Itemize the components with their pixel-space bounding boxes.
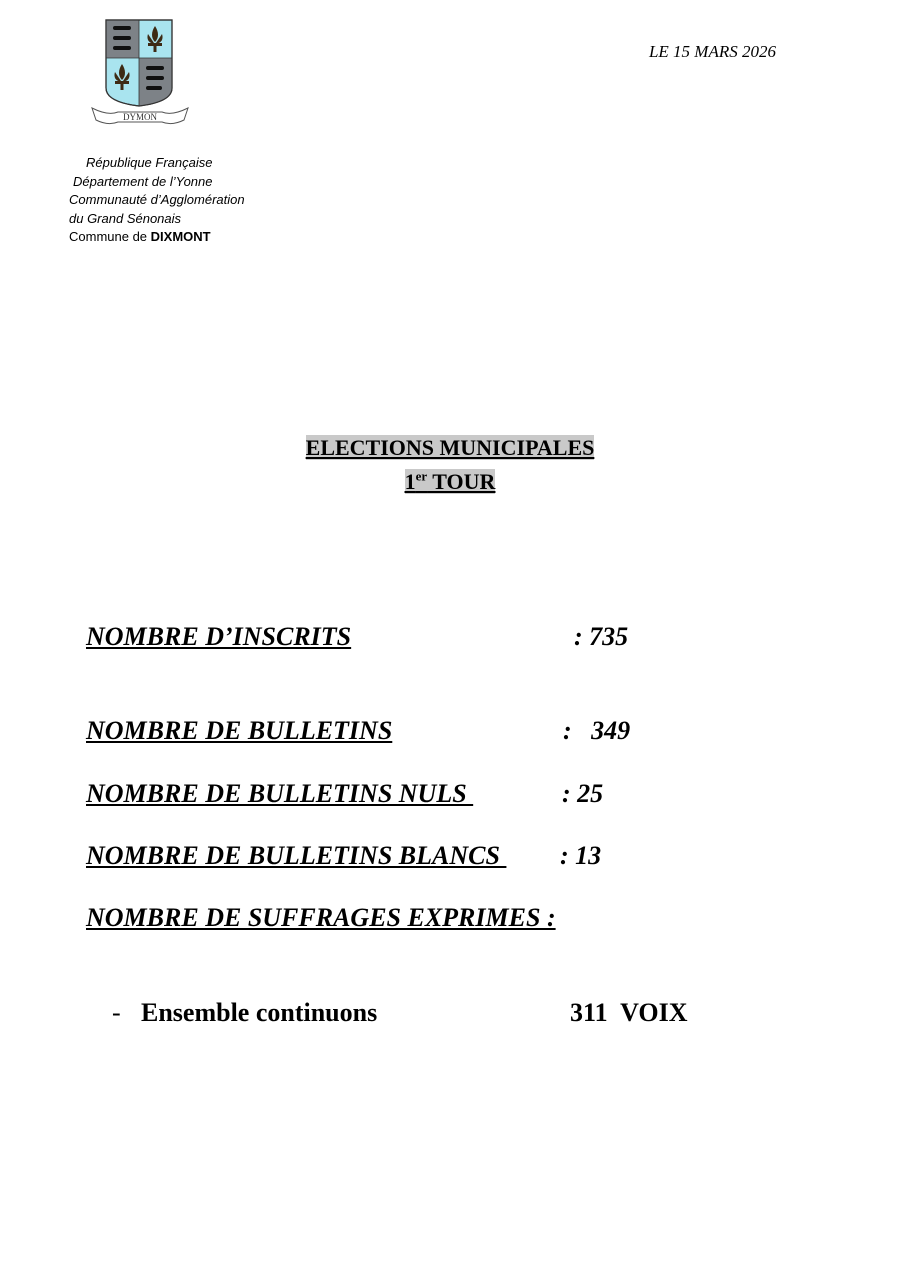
admin-line-departement: Département de l’Yonne: [73, 173, 213, 189]
admin-line-communaute: Communauté d’Agglomération: [69, 192, 245, 207]
tour-word: TOUR: [427, 469, 496, 495]
crest-caption: DYMON: [122, 112, 158, 122]
stat-label-blancs: NOMBRE DE BULLETINS BLANCS: [86, 841, 507, 870]
stat-label-exprimes: NOMBRE DE SUFFRAGES EXPRIMES :: [86, 903, 556, 932]
title-tour: [405, 469, 496, 494]
tour-number: 1: [404, 469, 416, 495]
tour-superscript: er: [415, 469, 428, 484]
admin-line-republique: République Française: [86, 155, 213, 170]
stat-value-blancs: : 13: [560, 841, 602, 870]
municipal-crest-logo: [88, 16, 192, 128]
stat-label-bulletins: NOMBRE DE BULLETINS: [86, 716, 393, 745]
administrative-header: [69, 154, 245, 247]
stat-row-bulletins: [86, 716, 631, 746]
commune-name: DIXMONT: [150, 229, 211, 244]
stat-row-inscrits: [86, 622, 629, 652]
stat-row-exprimes: [86, 903, 556, 933]
document-date: LE 15 MARS 2026: [648, 42, 776, 61]
stat-row-blancs: [86, 841, 602, 871]
stat-value-nuls: : 25: [562, 779, 604, 808]
result-row: [112, 998, 688, 1028]
stat-value-inscrits: : 735: [574, 622, 629, 651]
result-bullet: -: [112, 998, 121, 1027]
stat-label-nuls: NOMBRE DE BULLETINS NULS: [86, 779, 474, 808]
admin-line-grand-senonais: du Grand Sénonais: [69, 210, 182, 226]
page-title: [0, 433, 900, 496]
stat-row-nuls: [86, 779, 604, 809]
admin-line-commune: [69, 228, 245, 247]
title-elections: ELECTIONS MUNICIPALES: [305, 435, 595, 460]
stat-value-bulletins: : 349: [563, 716, 631, 745]
result-list-name: Ensemble continuons: [141, 998, 378, 1027]
stat-label-inscrits: NOMBRE D’INSCRITS: [86, 622, 352, 651]
commune-prefix: Commune de: [69, 229, 151, 244]
result-votes: 311 VOIX: [570, 998, 688, 1027]
